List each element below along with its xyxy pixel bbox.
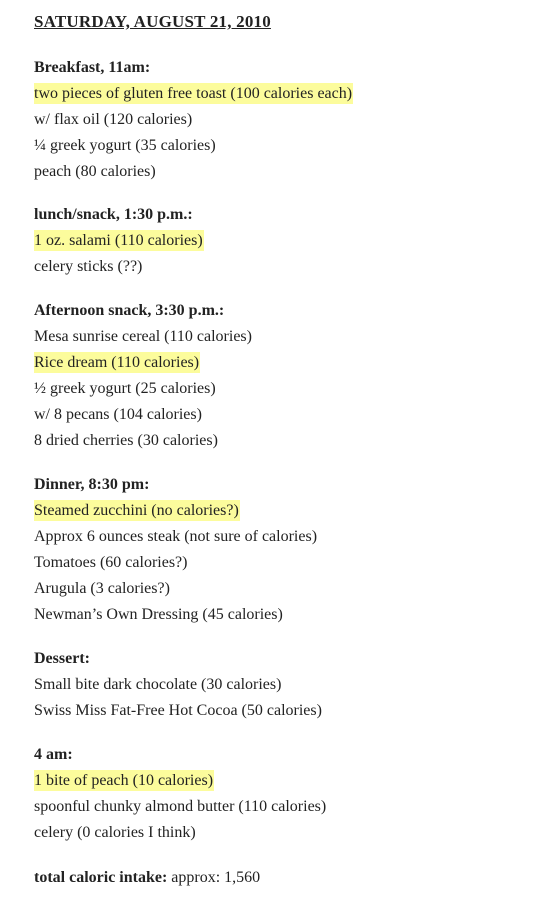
section-heading: lunch/snack, 1:30 p.m.: [34, 206, 193, 223]
list-item: Small bite dark chocolate (30 calories) [34, 676, 282, 693]
total-label: total caloric intake: [34, 869, 168, 886]
list-item: peach (80 calories) [34, 163, 156, 180]
section-lunch-snack [34, 202, 204, 280]
section-4am [34, 742, 327, 846]
list-item: Swiss Miss Fat-Free Hot Cocoa (50 calories) [34, 702, 322, 719]
list-item: celery sticks (??) [34, 258, 143, 275]
list-item: Newman’s Own Dressing (45 calories) [34, 606, 283, 623]
total-caloric-intake [34, 865, 260, 891]
section-breakfast [34, 55, 353, 185]
list-item: 1 bite of peach (10 calories) [34, 772, 214, 789]
list-item: two pieces of gluten free toast (100 calories each) [34, 85, 353, 102]
section-heading: Afternoon snack, 3:30 p.m.: [34, 302, 225, 319]
list-item: Tomatoes (60 calories?) [34, 554, 188, 571]
list-item: spoonful chunky almond butter (110 calories) [34, 798, 327, 815]
section-heading: Dessert: [34, 650, 90, 667]
section-dinner [34, 472, 318, 628]
section-afternoon-snack [34, 298, 253, 454]
section-heading: Breakfast, 11am: [34, 59, 151, 76]
list-item: 8 dried cherries (30 calories) [34, 432, 218, 449]
list-item: w/ 8 pecans (104 calories) [34, 406, 202, 423]
section-heading: 4 am: [34, 746, 73, 763]
list-item: celery (0 calories I think) [34, 824, 196, 841]
page-date-heading: SATURDAY, AUGUST 21, 2010 [34, 12, 271, 31]
list-item: w/ flax oil (120 calories) [34, 111, 193, 128]
list-item: 1 oz. salami (110 calories) [34, 232, 203, 249]
list-item: Arugula (3 calories?) [34, 580, 170, 597]
list-item: Rice dream (110 calories) [34, 354, 200, 371]
list-item: ¼ greek yogurt (35 calories) [34, 137, 216, 154]
section-heading: Dinner, 8:30 pm: [34, 476, 150, 493]
total-value: approx: 1,560 [171, 869, 261, 886]
list-item: ½ greek yogurt (25 calories) [34, 380, 216, 397]
list-item: Mesa sunrise cereal (110 calories) [34, 328, 252, 345]
list-item: Approx 6 ounces steak (not sure of calories) [34, 528, 318, 545]
section-dessert [34, 646, 323, 724]
list-item: Steamed zucchini (no calories?) [34, 502, 239, 519]
